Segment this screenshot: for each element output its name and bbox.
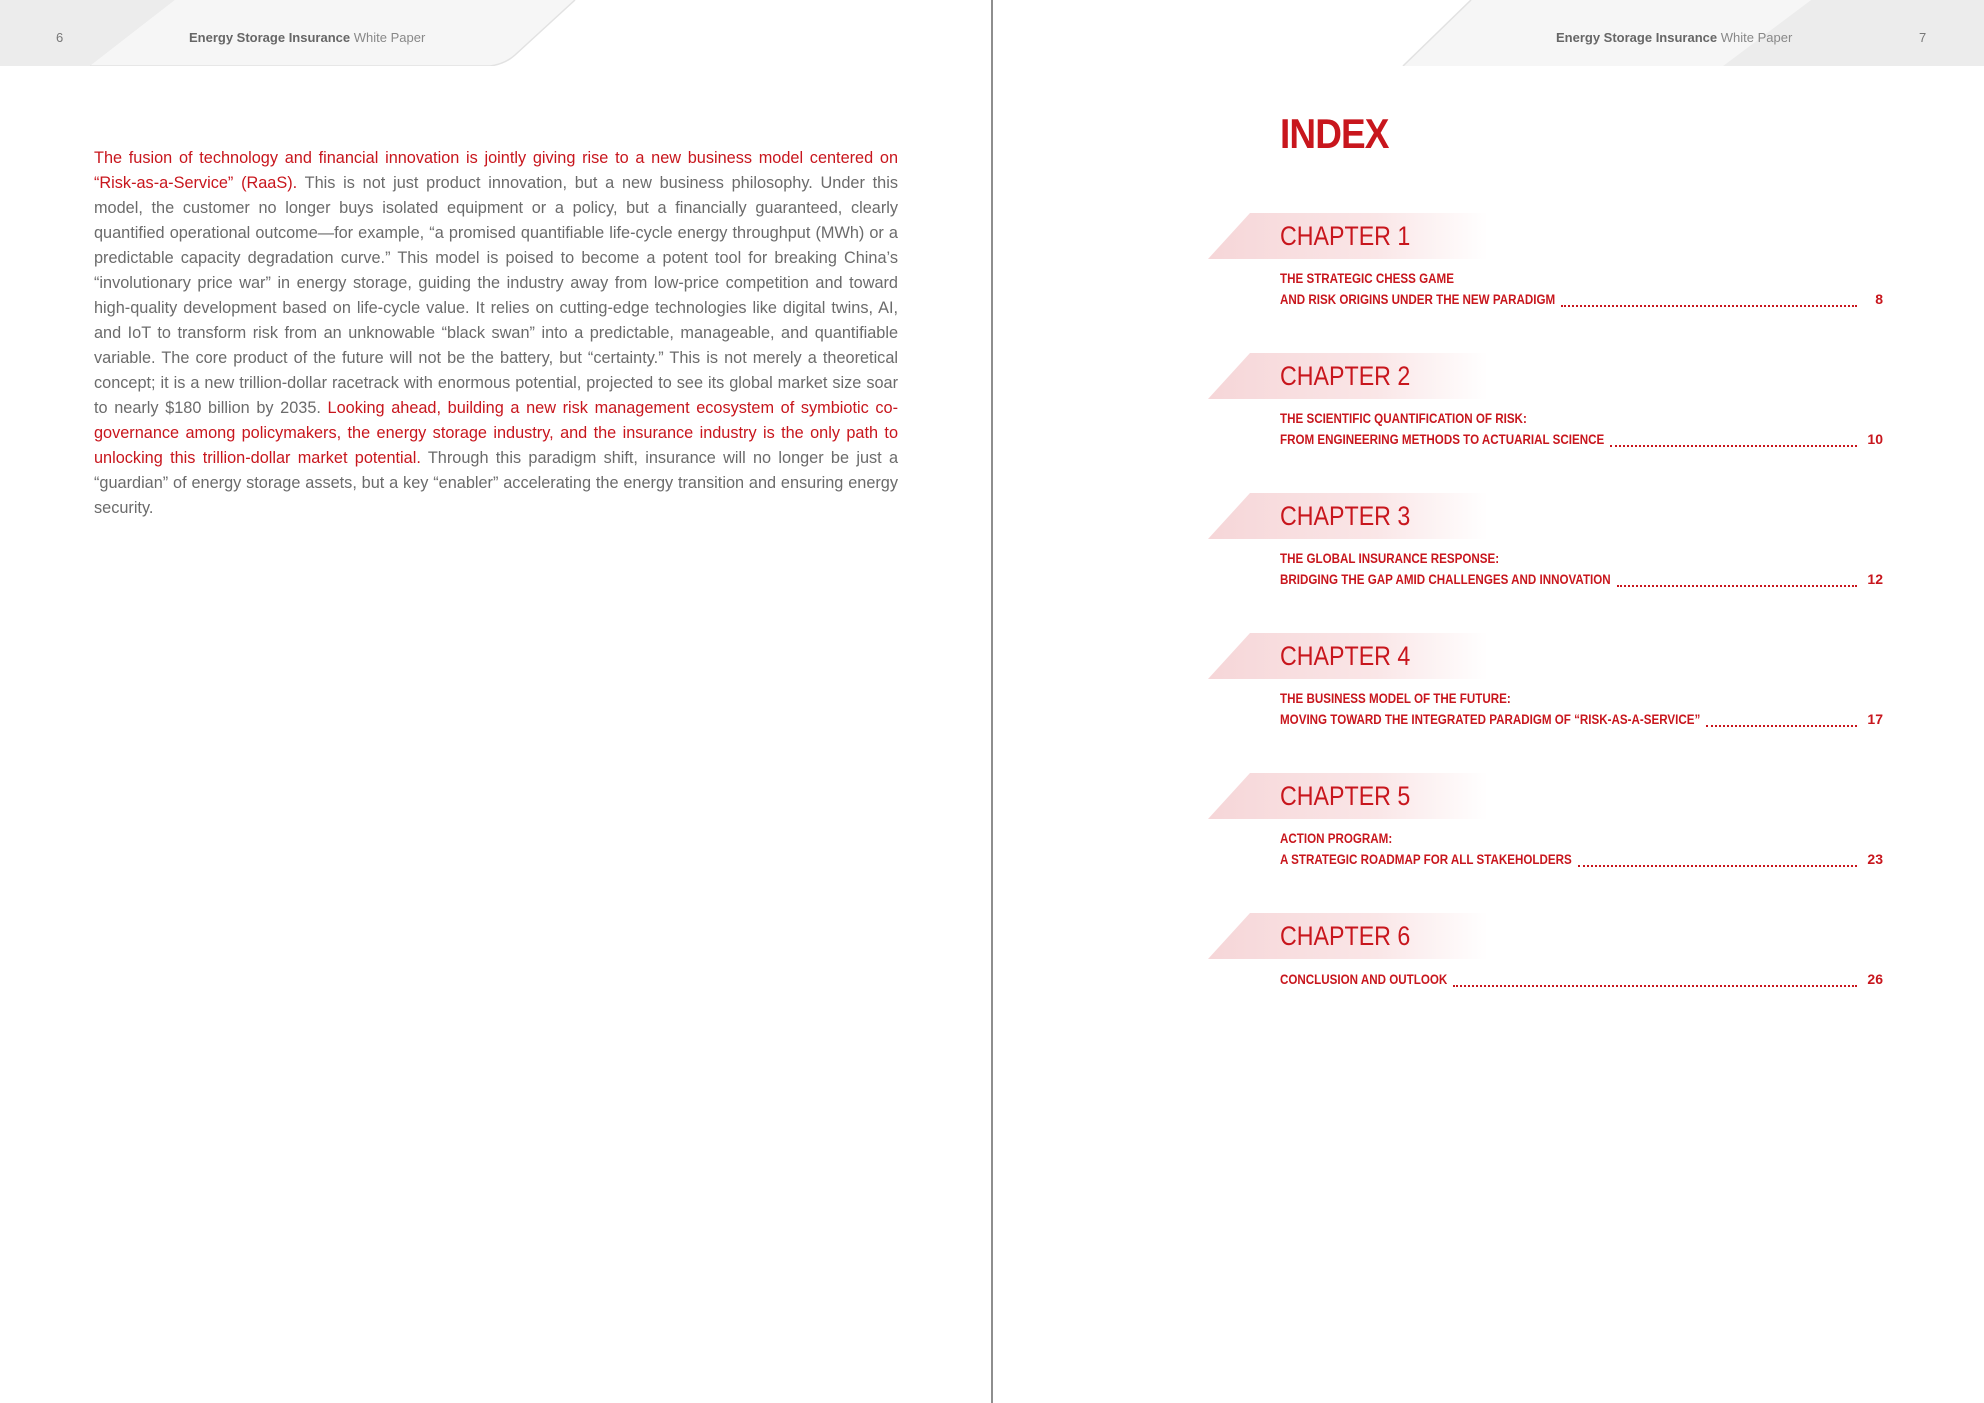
chapter-label: CHAPTER 3 [1280, 501, 1411, 531]
dot-leader [1453, 985, 1857, 987]
chapter-title-row [1280, 571, 1883, 591]
header-band-left [0, 0, 992, 66]
dot-leader [1617, 585, 1857, 587]
chapter-page-number: 10 [1867, 431, 1883, 447]
toc-entry-chapter-4[interactable] [993, 633, 1984, 773]
chapter-title-line1: THE BUSINESS MODEL OF THE FUTURE: [1280, 691, 1511, 706]
chapter-title-line1: THE GLOBAL INSURANCE RESPONSE: [1280, 551, 1500, 566]
header-title-light: White Paper [353, 30, 426, 45]
right-page [993, 0, 1984, 1403]
body-text-segment: Through this paradigm shift, insurance will no longer be just a “guardian” of energy storage assets, but a key “enabler” accelerating the energy transition and ensuring energy security. [94, 449, 899, 517]
chapter-title-line2: A STRATEGIC ROADMAP FOR ALL STAKEHOLDERS [1280, 852, 1572, 867]
highlighted-text: The fusion of technology and financial innovation is jointly giving rise to a new business model centered on “Risk-as-a-Service” (RaaS). [94, 149, 898, 192]
chapter-page-number: 8 [1875, 291, 1883, 307]
chapter-page-number: 26 [1867, 971, 1883, 987]
toc-entry-chapter-6[interactable] [993, 913, 1984, 1053]
body-paragraph [94, 146, 898, 521]
chapter-page-number: 17 [1867, 711, 1883, 727]
header-title-bold: Energy Storage Insurance [1556, 30, 1718, 45]
running-header [1556, 30, 1792, 45]
toc-entry-chapter-5[interactable] [993, 773, 1984, 913]
header-title-bold: Energy Storage Insurance [189, 30, 351, 45]
dot-leader [1610, 445, 1857, 447]
chapter-label: CHAPTER 2 [1280, 361, 1411, 391]
header-title-light: White Paper [1720, 30, 1793, 45]
dot-leader [1706, 725, 1857, 727]
running-header [189, 30, 425, 45]
chapter-title-line2: BRIDGING THE GAP AMID CHALLENGES AND INNOVATION [1280, 572, 1611, 587]
chapter-label: CHAPTER 6 [1280, 921, 1411, 951]
chapter-page-number: 23 [1867, 851, 1883, 867]
chapter-page-number: 12 [1867, 571, 1883, 587]
chapter-label: CHAPTER 1 [1280, 221, 1411, 251]
chapter-title-line2: AND RISK ORIGINS UNDER THE NEW PARADIGM [1280, 292, 1556, 307]
highlighted-text: Looking ahead, building a new risk management ecosystem of symbiotic co-governance among policymakers, the energy storage industry, and the insurance industry is the only path to unlocking this trillion-dollar market potential. [94, 399, 899, 467]
chapter-title-line2: MOVING TOWARD THE INTEGRATED PARADIGM OF “RISK-AS-A-SERVICE” [1280, 712, 1701, 727]
chapter-title-row [1280, 971, 1883, 991]
chapter-title-line1: THE STRATEGIC CHESS GAME [1280, 271, 1454, 286]
chapter-title-line2: CONCLUSION AND OUTLOOK [1280, 972, 1448, 987]
page-number: 6 [56, 30, 64, 45]
index-title: INDEX [1280, 110, 1389, 157]
toc-entry-chapter-1[interactable] [993, 213, 1984, 353]
header-band-right [993, 0, 1984, 66]
toc-entry-chapter-2[interactable] [993, 353, 1984, 493]
chapter-title-row [1280, 711, 1883, 731]
chapter-title-row [1280, 291, 1883, 311]
dot-leader [1578, 865, 1857, 867]
body-text-segment: This is not just product innovation, but a new business philosophy. Under this model, the customer no longer buys isolated equipment or a policy, but a financially guaranteed, clearly quantified operational outcome—for example, “a promised quantifiable life-cycle energy throughput (MWh) or a predictable capacity degradation curve.” This model is poised to become a potent tool for breaking China’s “involutionary price war” in energy storage, guiding the industry away from low-price competition and toward high-quality development based on life-cycle value. It relies on cutting-edge technologies like digital twins, AI, and IoT to transform risk from an unknowable “black swan” into a predictable, manageable, and quantifiable variable. The core product of the future will not be the battery, but “certainty.” This is not merely a theoretical concept; it is a new trillion-dollar racetrack with enormous potential, projected to see its global market size soar to nearly $180 billion by 2035. [94, 174, 898, 417]
chapter-title-line2: FROM ENGINEERING METHODS TO ACTUARIAL SCIENCE [1280, 432, 1605, 447]
chapter-title-row [1280, 431, 1883, 451]
chapter-title-row [1280, 851, 1883, 871]
page-number: 7 [1919, 30, 1927, 45]
chapter-label: CHAPTER 4 [1280, 641, 1411, 671]
chapter-title-line1: ACTION PROGRAM: [1280, 831, 1393, 846]
chapter-label: CHAPTER 5 [1280, 781, 1411, 811]
dot-leader [1561, 305, 1857, 307]
chapter-title-line1: THE SCIENTIFIC QUANTIFICATION OF RISK: [1280, 411, 1527, 426]
toc-entry-chapter-3[interactable] [993, 493, 1984, 633]
